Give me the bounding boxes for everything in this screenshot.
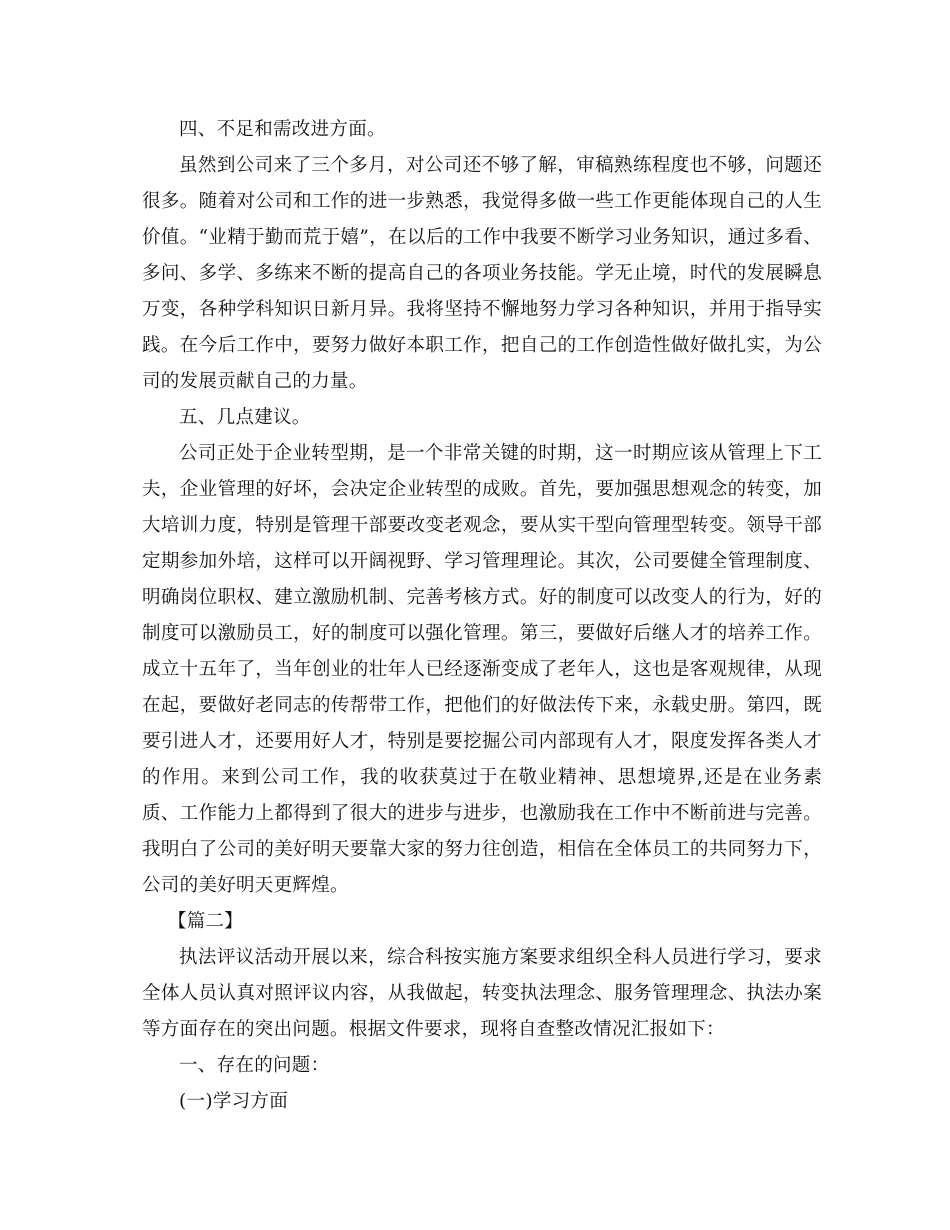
section5-heading: 五、几点建议。	[179, 407, 311, 428]
document-page	[142, 112, 822, 1120]
part2-heading: 【篇二】	[167, 911, 244, 932]
study-heading: (一)学习方面	[179, 1091, 289, 1112]
issues-heading: 一、存在的问题：	[179, 1055, 330, 1076]
section4-heading: 四、不足和需改进方面。	[179, 119, 386, 140]
section5-body: 公司正处于企业转型期，是一个非常关键的时期，这一时期应该从管理上下工夫，企业管理的好坏，会决定企业转型的成败。首先，要加强思想观念的转变，加大培训力度，特别是管理干部要改变老观念，要从实干型向管理型转变。领导干部定期参加外培，这样可以开阔视野、学习管理理论。其次，公司要健全管理制度、明确岗位职权、建立激励机制、完善考核方式。好的制度可以改变人的行为，好的制度可以激励员工，好的制度可以强化管理。第三，要做好后继人才的培养工作。成立十五年了，当年创业的壮年人已经逐渐变成了老年人，这也是客观规律，从现在起，要做好老同志的传帮带工作，把他们的好做法传下来，永载史册。第四，既要引进人才，还要用好人才，特别是要挖掘公司内部现有人才，限度发挥各类人才的作用。来到公司工作，我的收获莫过于在敬业精神、思想境界,还是在业务素质、工作能力上都得到了很大的进步与进步，也激励我在工作中不断前进与完善。我明白了公司的美好明天要靠大家的努力往创造，相信在全体员工的共同努力下，公司的美好明天更辉煌。	[142, 443, 822, 896]
section4-body: 虽然到公司来了三个多月，对公司还不够了解，审稿熟练程度也不够，问题还很多。随着对公司和工作的进一步熟悉，我觉得多做一些工作更能体现自己的人生价值。“业精于勤而荒于嬉”，在以后的工作中我要不断学习业务知识，通过多看、多问、多学、多练来不断的提高自己的各项业务技能。学无止境，时代的发展瞬息万变，各种学科知识日新月异。我将坚持不懈地努力学习各种知识，并用于指导实践。在今后工作中，要努力做好本职工作，把自己的工作创造性做好做扎实，为公司的发展贡献自己的力量。	[142, 155, 822, 392]
part2-body: 执法评议活动开展以来，综合科按实施方案要求组织全科人员进行学习，要求全体人员认真对照评议内容，从我做起，转变执法理念、服务管理理念、执法办案等方面存在的突出问题。根据文件要求，现将自查整改情况汇报如下：	[142, 947, 822, 1040]
